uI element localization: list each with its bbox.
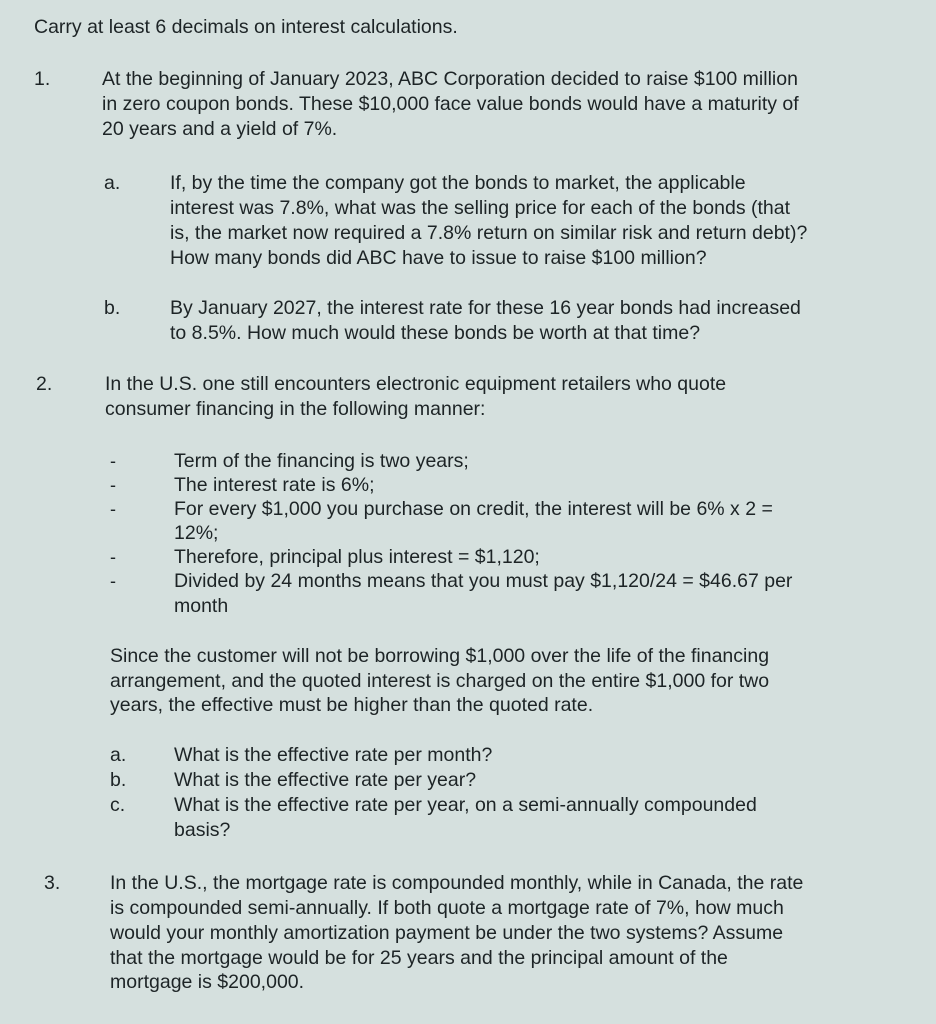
question-3-line: In the U.S., the mortgage rate is compounded monthly, while in Canada, the rate (110, 872, 804, 894)
question-1b-line: By January 2027, the interest rate for these 16 year bonds had increased (170, 297, 801, 319)
question-2a-label: a. (110, 744, 127, 766)
question-2-line: In the U.S. one still encounters electronic equipment retailers who quote (105, 373, 727, 395)
question-3-number: 3. (44, 872, 61, 894)
bullet-text: month (174, 595, 229, 617)
bullet-text: 12%; (174, 522, 219, 544)
question-1-line: 20 years and a yield of 7%. (102, 118, 338, 140)
question-2c-text: basis? (174, 819, 231, 841)
question-2-number: 2. (36, 373, 53, 395)
question-2c-text: What is the effective rate per year, on a semi-annually compounded (174, 794, 757, 816)
question-3-line: mortgage is $200,000. (110, 971, 305, 993)
question-2a-text: What is the effective rate per month? (174, 744, 493, 766)
bullet-dash: - (110, 571, 116, 591)
bullet-dash: - (110, 547, 116, 567)
bullet-text: The interest rate is 6%; (174, 474, 375, 496)
question-3-line: would your monthly amortization payment be under the two systems? Assume (110, 922, 784, 944)
bullet-dash: - (110, 499, 116, 519)
question-2-paragraph: Since the customer will not be borrowing $1,000 over the life of the financing (110, 645, 770, 667)
question-1a-label: a. (104, 172, 121, 194)
question-1-number: 1. (34, 68, 51, 90)
bullet-text: Term of the financing is two years; (174, 450, 469, 472)
question-1a-line: is, the market now required a 7.8% return on similar risk and return debt)? (170, 222, 808, 244)
question-3-line: that the mortgage would be for 25 years and the principal amount of the (110, 947, 728, 969)
question-2-paragraph: years, the effective must be higher than the quoted rate. (110, 694, 594, 716)
question-1b-label: b. (104, 297, 121, 319)
question-1a-line: If, by the time the company got the bonds to market, the applicable (170, 172, 746, 194)
bullet-text: Therefore, principal plus interest = $1,120; (174, 546, 540, 568)
question-2b-label: b. (110, 769, 127, 791)
intro-instruction: Carry at least 6 decimals on interest calculations. (34, 16, 458, 38)
bullet-text: For every $1,000 you purchase on credit, the interest will be 6% x 2 = (174, 498, 773, 520)
question-1-line: in zero coupon bonds. These $10,000 face value bonds would have a maturity of (102, 93, 799, 115)
question-1-line: At the beginning of January 2023, ABC Corporation decided to raise $100 million (102, 68, 798, 90)
question-2-paragraph: arrangement, and the quoted interest is charged on the entire $1,000 for two (110, 670, 770, 692)
bullet-dash: - (110, 451, 116, 471)
question-2c-label: c. (110, 794, 126, 816)
bullet-dash: - (110, 475, 116, 495)
question-1a-line: interest was 7.8%, what was the selling price for each of the bonds (that (170, 197, 791, 219)
question-2-line: consumer financing in the following manner: (105, 398, 486, 420)
question-2b-text: What is the effective rate per year? (174, 769, 477, 791)
bullet-text: Divided by 24 months means that you must pay $1,120/24 = $46.67 per (174, 570, 793, 592)
question-1a-line: How many bonds did ABC have to issue to raise $100 million? (170, 247, 707, 269)
question-3-line: is compounded semi-annually. If both quote a mortgage rate of 7%, how much (110, 897, 784, 919)
question-1b-line: to 8.5%. How much would these bonds be worth at that time? (170, 322, 701, 344)
